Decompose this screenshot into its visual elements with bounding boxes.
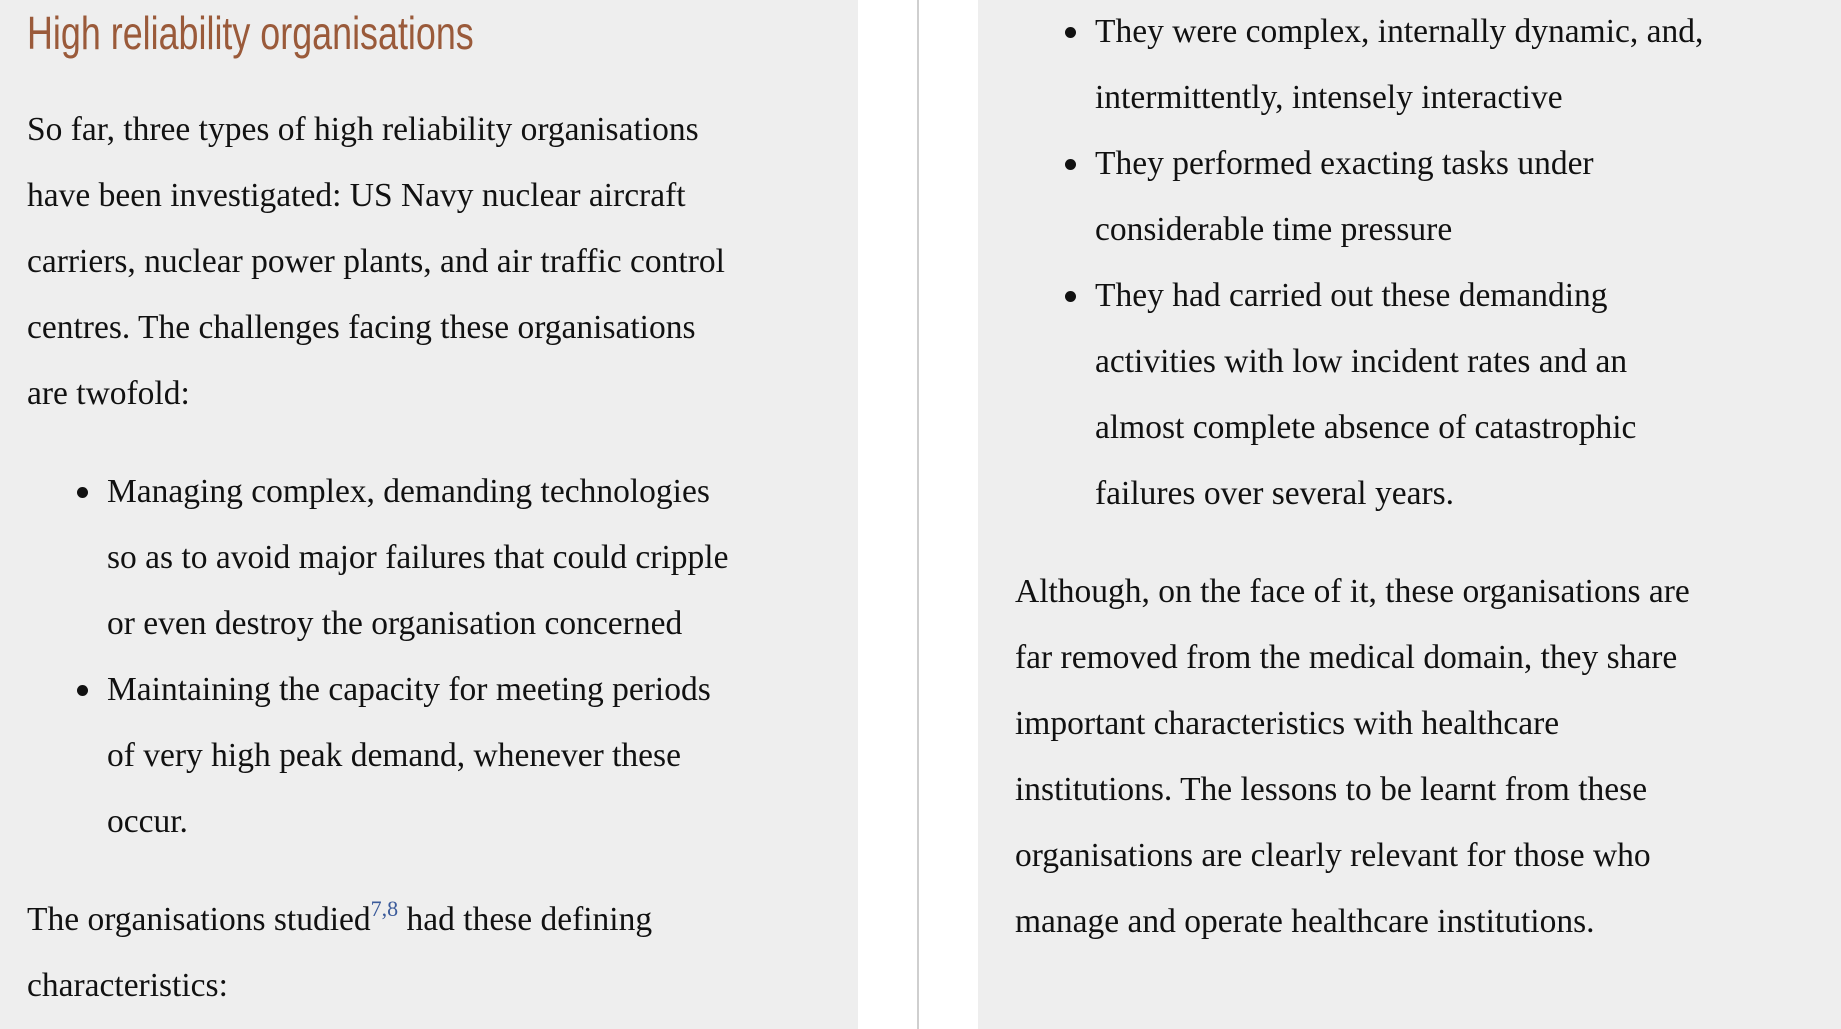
text-line: of very high peak demand, whenever these [107,737,681,774]
left-page [0,0,858,1029]
bullet-icon [77,685,88,696]
text-line: They had carried out these demanding [1095,277,1608,314]
text-line: failures over several years. [1095,475,1455,512]
text-line: important characteristics with healthcare [1015,705,1560,742]
text-line: Maintaining the capacity for meeting periods [107,671,711,708]
text-line: They performed exacting tasks under [1095,145,1594,182]
bullet-icon [1065,27,1076,38]
bullet-icon [77,487,88,498]
bullet-icon [1065,291,1076,302]
list-item [1095,131,1703,263]
intro-paragraph [27,97,725,427]
text: The organisations studied [27,901,371,938]
text-line: carriers, nuclear power plants, and air traffic control [27,243,725,280]
text-line: organisations are clearly relevant for those who [1015,837,1651,874]
section-heading: High reliability organisations [27,7,474,59]
text-line: are twofold: [27,375,190,412]
reference-link[interactable]: 7,8 [370,896,399,921]
list-item [1095,263,1703,527]
right-page [978,0,1841,1029]
text-line: so as to avoid major failures that could cripple [107,539,729,576]
text-line: have been investigated: US Navy nuclear aircraft [27,177,686,214]
text-line: characteristics: [27,967,228,1004]
text-line: Managing complex, demanding technologies [107,473,710,510]
text-line: manage and operate healthcare institutions. [1015,903,1595,940]
text-line: intermittently, intensely interactive [1095,79,1563,116]
list-item [1095,0,1703,131]
challenges-list [107,459,728,855]
text-line: considerable time pressure [1095,211,1453,248]
text-line: almost complete absence of catastrophic [1095,409,1637,446]
list-item [107,657,728,855]
text-line: They were complex, internally dynamic, and, [1095,13,1704,50]
page-divider [917,0,919,1029]
bullet-icon [1065,159,1076,170]
text-line: So far, three types of high reliability organisations [27,111,699,148]
text-line: Although, on the face of it, these organisations are [1015,573,1690,610]
characteristics-list [1095,0,1703,527]
text-line: activities with low incident rates and an [1095,343,1628,380]
text-line: centres. The challenges facing these organisations [27,309,696,346]
text-line: institutions. The lessons to be learnt from these [1015,771,1648,808]
text: had these defining [398,901,653,938]
studied-paragraph [27,887,652,1019]
list-item [107,459,728,657]
text-line: occur. [107,803,188,840]
conclusion-paragraph [1015,559,1690,955]
text-line: or even destroy the organisation concerned [107,605,683,642]
text-line: far removed from the medical domain, they share [1015,639,1678,676]
